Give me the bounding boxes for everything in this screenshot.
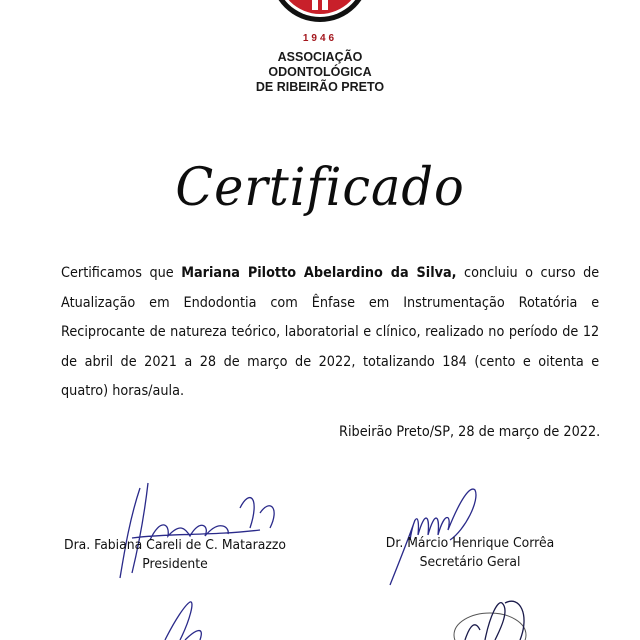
association-line-2: ODONTOLÓGICA	[268, 65, 372, 79]
founding-year: 1946	[302, 33, 338, 44]
certificate-title: Certificado	[175, 158, 465, 218]
signatory-role: Secretário Geral	[419, 554, 521, 570]
signature-secretary	[350, 534, 590, 572]
association-name	[0, 50, 640, 95]
certificate-body	[61, 259, 599, 407]
association-seal-icon	[266, 0, 374, 30]
association-line-1: ASSOCIAÇÃO	[277, 50, 363, 64]
signatory-name: Dr. Márcio Henrique Corrêa	[385, 535, 555, 551]
recipient-name: Mariana Pilotto Abelardino da Silva,	[181, 265, 457, 281]
body-intro: Certificamos que	[61, 265, 182, 281]
association-line-3: DE RIBEIRÃO PRETO	[255, 80, 385, 94]
signature-bottom-right-icon	[450, 595, 530, 640]
signatory-role: Presidente	[142, 556, 208, 572]
signatory-name: Dra. Fabiana Careli de C. Matarazzo	[64, 537, 286, 553]
body-text: concluiu o curso de Atualização em Endodontia com Ênfase em Instrumentação Rotatória e Reciprocante de natureza teórico, laboratorial e clínico, realizado no período de 12 de abril de 2021 a 28 de março de 2022, totalizando 184 (cento e oitenta e quatro) horas/aula.	[61, 265, 600, 399]
signature-president	[50, 536, 300, 574]
place-and-date: Ribeirão Preto/SP, 28 de março de 2022.	[338, 424, 600, 440]
signature-bottom-left-icon	[160, 600, 220, 640]
